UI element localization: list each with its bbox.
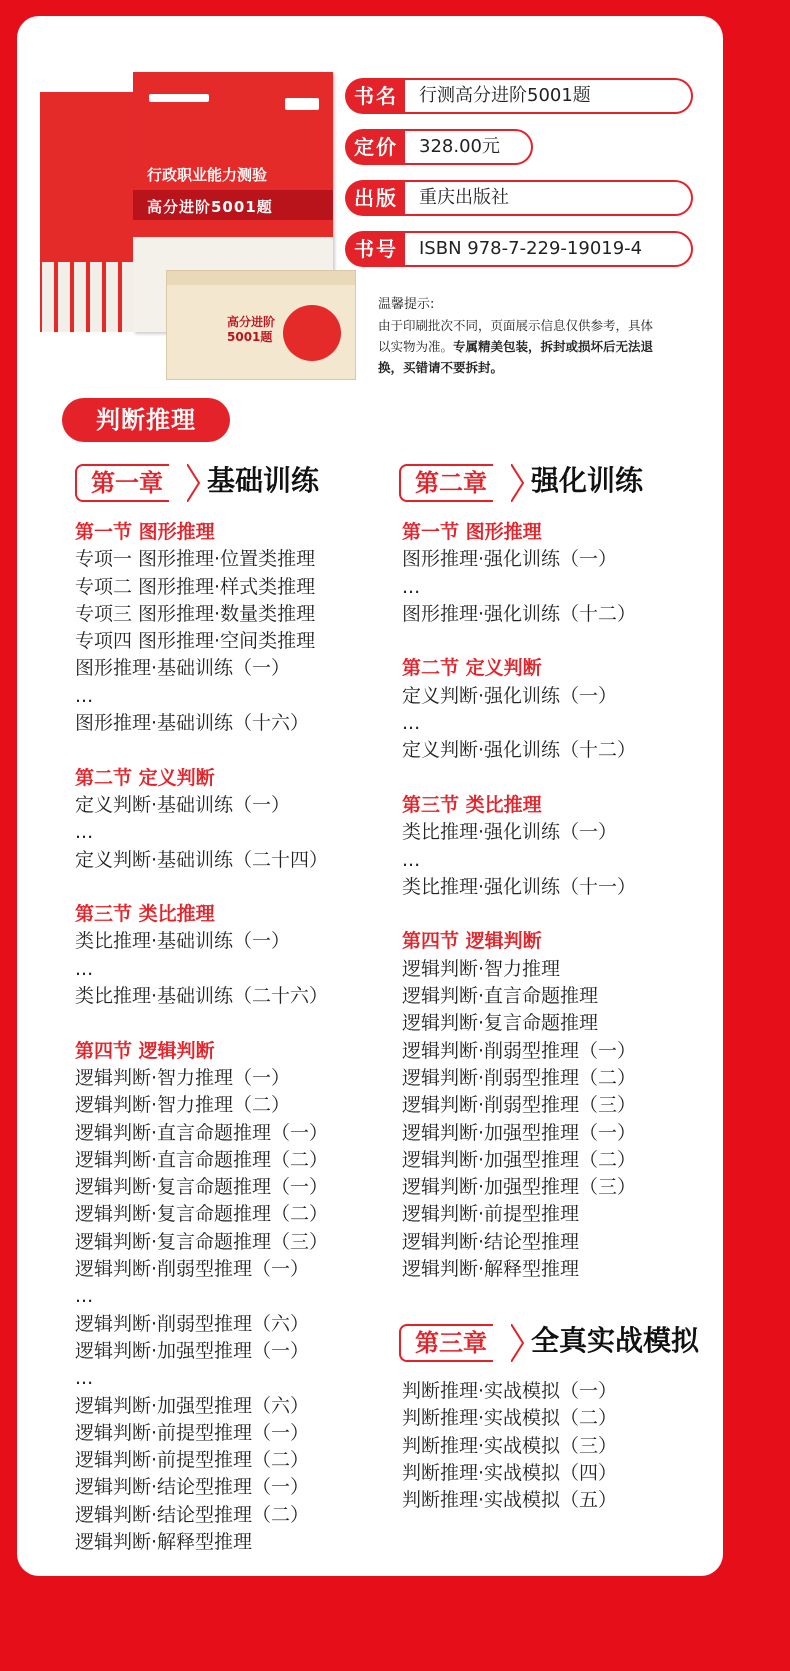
- toc-item: 逻辑判断·结论型推理（一）: [75, 1476, 310, 1499]
- toc-item: 定义判断·基础训练（二十四）: [75, 848, 329, 871]
- spacer: [75, 737, 328, 764]
- spacer: [402, 765, 636, 792]
- toc-item: ...: [402, 848, 421, 871]
- info-value: 重庆出版社: [403, 180, 693, 216]
- toc-section-heading: 第四节 逻辑判断: [402, 930, 542, 953]
- publisher-logo: [149, 94, 209, 102]
- toc-item: 定义判断·强化训练（一）: [402, 684, 618, 707]
- toc-item: 逻辑判断·复言命题推理（二）: [75, 1203, 329, 1226]
- book-spine: [40, 92, 57, 332]
- toc-item: 逻辑判断·削弱型推理（六）: [75, 1312, 310, 1335]
- toc-item: ...: [402, 575, 421, 598]
- toc-item: 逻辑判断·削弱型推理（三）: [402, 1094, 637, 1117]
- toc-item: 逻辑判断·直言命题推理（一）: [75, 1121, 329, 1144]
- toc-item: ...: [75, 684, 94, 707]
- toc-item: ...: [75, 957, 94, 980]
- info-row-title: [345, 78, 695, 114]
- chapter-tag: 第二章: [399, 464, 493, 502]
- toc-section-heading: 第四节 逻辑判断: [75, 1039, 215, 1062]
- book-spine: [56, 92, 73, 332]
- chapter-arrow-icon: [511, 1324, 525, 1362]
- toc-item: 判断推理·实战模拟（一）: [402, 1380, 618, 1402]
- toc-section-heading: 第一节 图形推理: [75, 521, 215, 543]
- info-row-isbn: [345, 231, 695, 267]
- toc-item: 图形推理·强化训练（十二）: [402, 602, 637, 625]
- section-title: 判断推理: [62, 398, 230, 442]
- chapter-title: 强化训练: [531, 464, 644, 497]
- gift-box: [166, 270, 356, 380]
- cover-big-text: 高分进阶5001题: [147, 198, 273, 216]
- info-tag: 定价: [345, 129, 407, 165]
- toc-item: 类比推理·强化训练（一）: [402, 821, 618, 844]
- box-label: 高分进阶 5001题: [227, 315, 276, 344]
- info-tag: 出版: [345, 180, 407, 216]
- toc-item: 图形推理·强化训练（一）: [402, 548, 618, 571]
- toc-item: 类比推理·基础训练（一）: [75, 930, 291, 953]
- toc-section-heading: 第二节 定义判断: [402, 657, 542, 680]
- toc-item: 判断推理·实战模拟（二）: [402, 1407, 618, 1430]
- book-spine: [72, 92, 89, 332]
- toc-item: 逻辑判断·加强型推理（二）: [402, 1148, 637, 1171]
- toc-item: 逻辑判断·解释型推理: [75, 1530, 253, 1553]
- toc-item: 判断推理·实战模拟（五）: [402, 1489, 618, 1512]
- toc-item: 定义判断·强化训练（十二）: [402, 739, 637, 762]
- notice: [378, 294, 698, 378]
- toc-item: ...: [75, 1285, 94, 1308]
- chapter-2-contents: [402, 519, 636, 1283]
- toc-section-heading: 第三节 类比推理: [75, 903, 215, 926]
- toc-item: 类比推理·强化训练（十一）: [402, 875, 637, 898]
- toc-item: 逻辑判断·加强型推理（一）: [402, 1121, 637, 1144]
- toc-section-heading: 第三节 类比推理: [402, 793, 542, 816]
- toc-item: 类比推理·基础训练（二十六）: [75, 985, 329, 1008]
- notice-bold: 专属精美包装，拆封或损坏后无法退: [453, 339, 654, 354]
- toc-item: 逻辑判断·复言命题推理: [402, 1012, 599, 1035]
- toc-item: 专项四 图形推理·空间类推理: [75, 630, 316, 653]
- toc-item: 逻辑判断·复言命题推理（一）: [75, 1176, 329, 1199]
- box-illustration: [283, 305, 341, 361]
- toc-item: 逻辑判断·前提型推理（二）: [75, 1449, 310, 1472]
- toc-item: 逻辑判断·智力推理: [402, 957, 561, 980]
- chapter-arrow-icon: [511, 464, 525, 502]
- toc-item: 逻辑判断·复言命题推理（三）: [75, 1230, 329, 1253]
- toc-item: 判断推理·实战模拟（三）: [402, 1434, 618, 1457]
- toc-section-heading: 第一节 图形推理: [402, 521, 542, 543]
- notice-line: [378, 336, 698, 357]
- chapter-3-header: [399, 1322, 709, 1364]
- toc-item: 图形推理·基础训练（一）: [75, 657, 291, 680]
- info-value: 行测高分进阶5001题: [403, 78, 693, 114]
- info-value: ISBN 978-7-229-19019-4: [403, 231, 693, 267]
- toc-item: ...: [75, 1367, 94, 1390]
- toc-item: 逻辑判断·加强型推理（一）: [75, 1339, 310, 1362]
- toc-item: 逻辑判断·削弱型推理（二）: [402, 1066, 637, 1089]
- toc-item: 逻辑判断·削弱型推理（一）: [402, 1039, 637, 1062]
- info-tag: 书名: [345, 78, 407, 114]
- toc-item: 图形推理·基础训练（十六）: [75, 712, 310, 735]
- chapter-title: 基础训练: [207, 464, 320, 497]
- toc-item: 逻辑判断·解释型推理: [402, 1258, 580, 1281]
- info-value: 328.00元: [403, 129, 533, 165]
- toc-item: 逻辑判断·加强型推理（六）: [75, 1394, 310, 1417]
- toc-item: 逻辑判断·直言命题推理: [402, 985, 599, 1008]
- chapter-arrow-icon: [187, 464, 201, 502]
- toc-item: 逻辑判断·前提型推理: [402, 1203, 580, 1226]
- chapter-1-contents: [75, 519, 328, 1556]
- cover-badge: [285, 98, 319, 110]
- toc-item: 逻辑判断·智力推理（一）: [75, 1066, 291, 1089]
- chapter-1-header: [75, 462, 365, 504]
- spacer: [402, 628, 636, 655]
- toc-item: 逻辑判断·结论型推理（二）: [75, 1503, 310, 1526]
- toc-item: 定义判断·基础训练（一）: [75, 793, 291, 816]
- box-lid: [167, 271, 355, 285]
- toc-section-heading: 第二节 定义判断: [75, 766, 215, 789]
- toc-item: ...: [402, 712, 421, 735]
- chapter-title: 全真实战模拟: [531, 1324, 700, 1357]
- toc-item: 逻辑判断·智力推理（二）: [75, 1094, 291, 1117]
- product-image: [38, 72, 338, 372]
- spacer: [402, 901, 636, 928]
- chapter-2-header: [399, 462, 699, 504]
- book-spine: [104, 92, 121, 332]
- info-tag: 书号: [345, 231, 407, 267]
- chapter-3-contents: [402, 1378, 617, 1514]
- chapter-tag: 第三章: [399, 1324, 493, 1362]
- toc-item: ...: [75, 821, 94, 844]
- toc-item: 专项二 图形推理·样式类推理: [75, 575, 316, 598]
- spacer: [75, 874, 328, 901]
- toc-item: 逻辑判断·削弱型推理（一）: [75, 1258, 310, 1281]
- toc-item: 逻辑判断·直言命题推理（二）: [75, 1148, 329, 1171]
- notice-line: 由于印刷批次不同，页面展示信息仅供参考，具体: [378, 318, 654, 333]
- book-spine: [88, 92, 105, 332]
- notice-title: 温馨提示:: [378, 297, 435, 312]
- notice-text: 以实物为准。: [378, 339, 454, 354]
- chapter-tag: 第一章: [75, 464, 169, 502]
- notice-line: [378, 357, 698, 378]
- toc-item: 逻辑判断·结论型推理: [402, 1230, 580, 1253]
- cover-title: 行政职业能力测验: [147, 166, 268, 184]
- notice-bold: 换，买错请不要拆封。: [378, 360, 504, 375]
- toc-item: 逻辑判断·前提型推理（一）: [75, 1421, 310, 1444]
- spacer: [75, 1010, 328, 1037]
- info-row-publisher: [345, 180, 695, 216]
- toc-item: 判断推理·实战模拟（四）: [402, 1461, 618, 1484]
- toc-item: 逻辑判断·加强型推理（三）: [402, 1176, 637, 1199]
- info-row-price: [345, 129, 695, 165]
- toc-item: 专项一 图形推理·位置类推理: [75, 548, 316, 571]
- toc-item: 专项三 图形推理·数量类推理: [75, 602, 316, 625]
